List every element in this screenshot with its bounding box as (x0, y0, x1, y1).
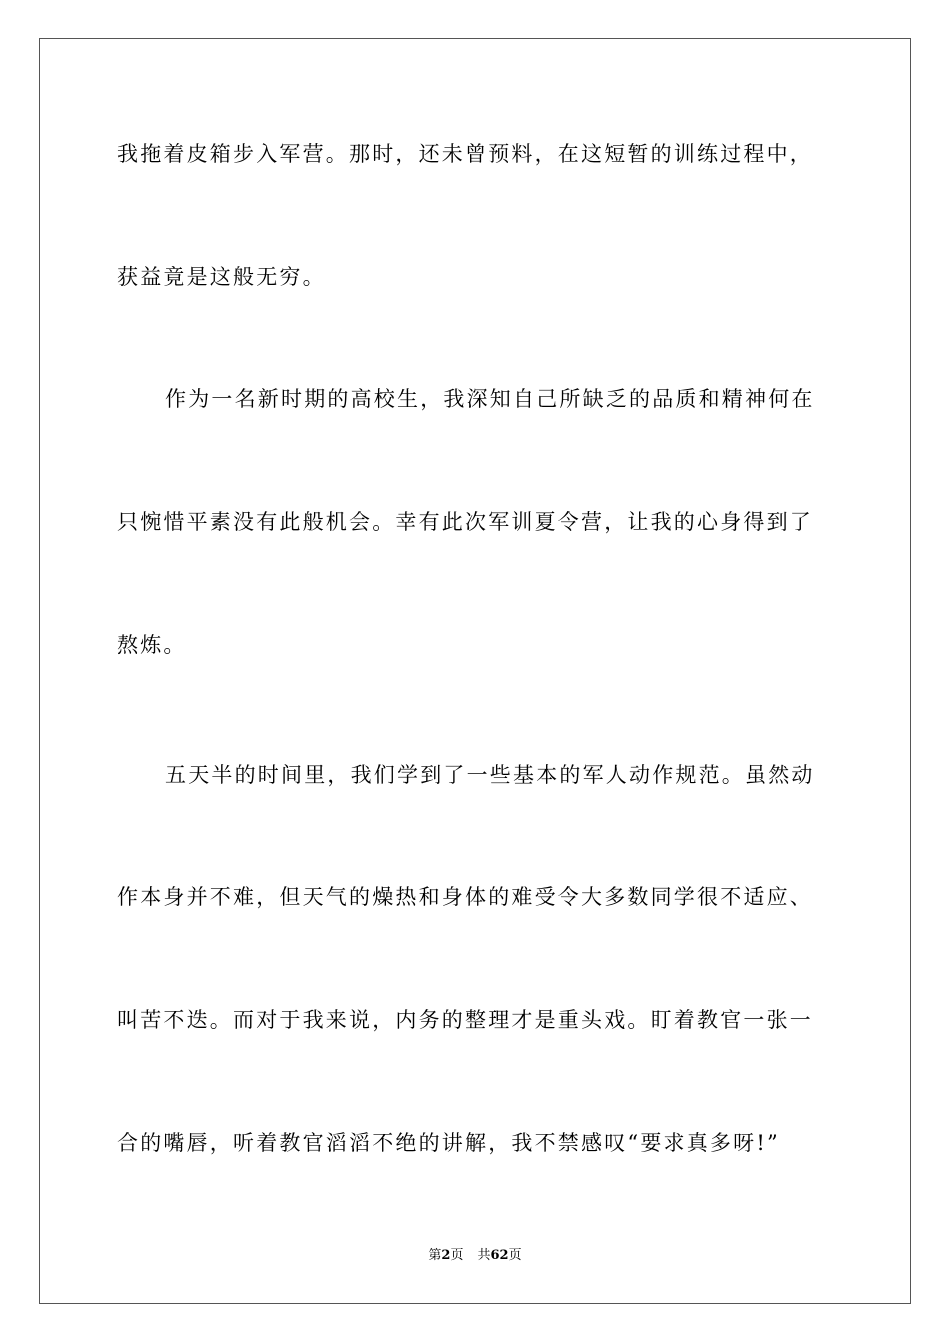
text-line: 叫苦不迭。而对于我来说，内务的整理才是重头戏。盯着教官一张一 (117, 1008, 813, 1032)
page-suffix: 页 (450, 1248, 464, 1263)
page-prefix: 第 (428, 1248, 442, 1263)
text-line: 获益竟是这般无穷。 (117, 265, 326, 289)
text-line: 作本身并不难，但天气的燥热和身体的难受令大多数同学很不适应、 (117, 885, 813, 909)
text-line: 熬炼。 (117, 633, 187, 657)
text-line: 我拖着皮箱步入军营。那时，还未曾预料，在这短暂的训练过程中， (117, 142, 813, 166)
total-suffix: 页 (508, 1248, 522, 1263)
total-prefix: 共 (477, 1248, 491, 1263)
total-pages: 62 (490, 1248, 509, 1263)
text-line: 合的嘴唇，听着教官滔滔不绝的讲解，我不禁感叹“要求真多呀!” (117, 1131, 780, 1155)
page-footer (0, 1247, 950, 1265)
text-line: 只惋惜平素没有此般机会。幸有此次军训夏令营，让我的心身得到了 (117, 510, 813, 534)
paragraph-first-line: 五天半的时间里，我们学到了一些基本的军人动作规范。虽然动 (165, 763, 815, 787)
paragraph-first-line: 作为一名新时期的高校生，我深知自己所缺乏的品质和精神何在 (165, 387, 815, 411)
page-number: 2 (441, 1248, 451, 1263)
page-border (39, 38, 911, 1304)
